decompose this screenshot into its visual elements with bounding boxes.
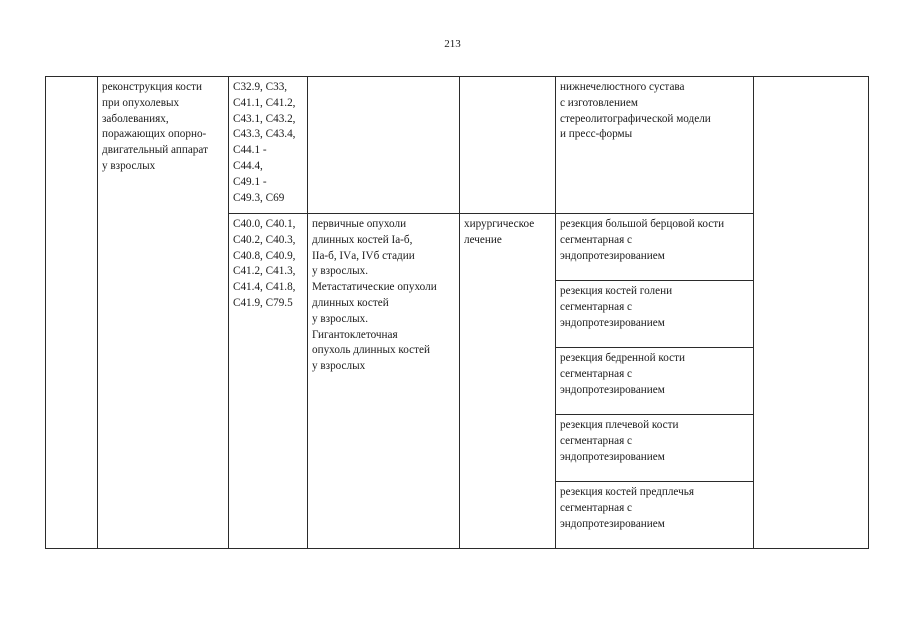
text-line: C41.4, C41.8,	[233, 281, 296, 294]
text-line: C32.9, C33,	[233, 81, 288, 93]
text-line: сегментарная с	[560, 233, 632, 246]
text-line: и пресс-формы	[560, 128, 633, 141]
text-line: C40.0, C40.1,	[233, 218, 296, 230]
text-line: сегментарная с	[560, 367, 632, 380]
text-line: сегментарная с	[560, 300, 632, 313]
cell-treatment-method	[556, 281, 754, 348]
text-line: у взрослых.	[312, 312, 369, 325]
text-line: реконструкция кости	[102, 81, 202, 93]
page-number: 213	[444, 38, 461, 50]
text-line: двигательный аппарат	[102, 144, 208, 157]
text-line: стереолитографической модели	[560, 112, 711, 125]
text-line: C43.1, C43.2,	[233, 112, 296, 125]
cell-patient-model	[308, 77, 460, 214]
text-line: заболеваниях,	[102, 112, 169, 125]
text-line: резекция костей голени	[560, 285, 673, 297]
text-line: поражающих опорно-	[102, 128, 207, 141]
text-line: Гигантоклеточная	[312, 328, 398, 341]
text-line: эндопротезированием	[560, 383, 665, 396]
text-line: сегментарная с	[560, 434, 632, 447]
cell-number	[46, 77, 98, 549]
cell-icd-codes	[229, 214, 308, 549]
cell-care-type	[98, 77, 229, 549]
text-line: C41.2, C41.3,	[233, 265, 296, 278]
cell-treatment-method	[556, 482, 754, 549]
text-line: C41.9, C79.5	[233, 296, 293, 309]
cell-cost	[754, 77, 869, 549]
text-line: C40.2, C40.3,	[233, 233, 296, 246]
text-line: у взрослых	[102, 159, 156, 172]
text-line: C40.8, C40.9,	[233, 249, 296, 262]
text-line: C44.4,	[233, 159, 263, 172]
cell-treatment-type	[460, 77, 556, 214]
text-line: C43.3, C43.4,	[233, 128, 296, 141]
text-line: у взрослых.	[312, 265, 369, 278]
text-line: хирургическое	[464, 218, 535, 230]
text-line: сегментарная с	[560, 501, 632, 514]
text-line: резекция бедренной кости	[560, 352, 685, 364]
text-line: эндопротезированием	[560, 316, 665, 329]
text-line: эндопротезированием	[560, 249, 665, 262]
text-line: нижнечелюстного сустава	[560, 81, 685, 93]
text-line: первичные опухоли	[312, 218, 407, 230]
cell-icd-codes	[229, 77, 308, 214]
cell-patient-model	[308, 214, 460, 549]
text-line: с изготовлением	[560, 96, 638, 109]
cell-treatment-method	[556, 77, 754, 214]
text-line: C49.3, C69	[233, 191, 285, 204]
text-line: эндопротезированием	[560, 450, 665, 463]
cell-treatment-method	[556, 348, 754, 415]
text-line: IIа-б, IVа, IVб стадии	[312, 249, 415, 262]
text-line: Метастатические опухоли	[312, 281, 437, 294]
text-line: при опухолевых	[102, 96, 180, 109]
table-row	[46, 77, 869, 214]
text-line: лечение	[464, 233, 502, 246]
text-line: эндопротезированием	[560, 517, 665, 530]
text-line: C41.1, C41.2,	[233, 96, 296, 109]
medical-procedures-table	[45, 76, 869, 549]
text-line: C49.1 -	[233, 175, 267, 188]
text-line: у взрослых	[312, 360, 366, 373]
text-line: длинных костей	[312, 296, 389, 309]
text-line: резекция костей предплечья	[560, 486, 694, 498]
cell-treatment-method	[556, 415, 754, 482]
text-line: длинных костей Iа-б,	[312, 233, 413, 246]
cell-treatment-type	[460, 214, 556, 549]
text-line: опухоль длинных костей	[312, 344, 430, 357]
cell-treatment-method	[556, 214, 754, 281]
text-line: резекция большой берцовой кости	[560, 218, 725, 230]
text-line: резекция плечевой кости	[560, 419, 679, 431]
text-line: C44.1 -	[233, 144, 267, 157]
